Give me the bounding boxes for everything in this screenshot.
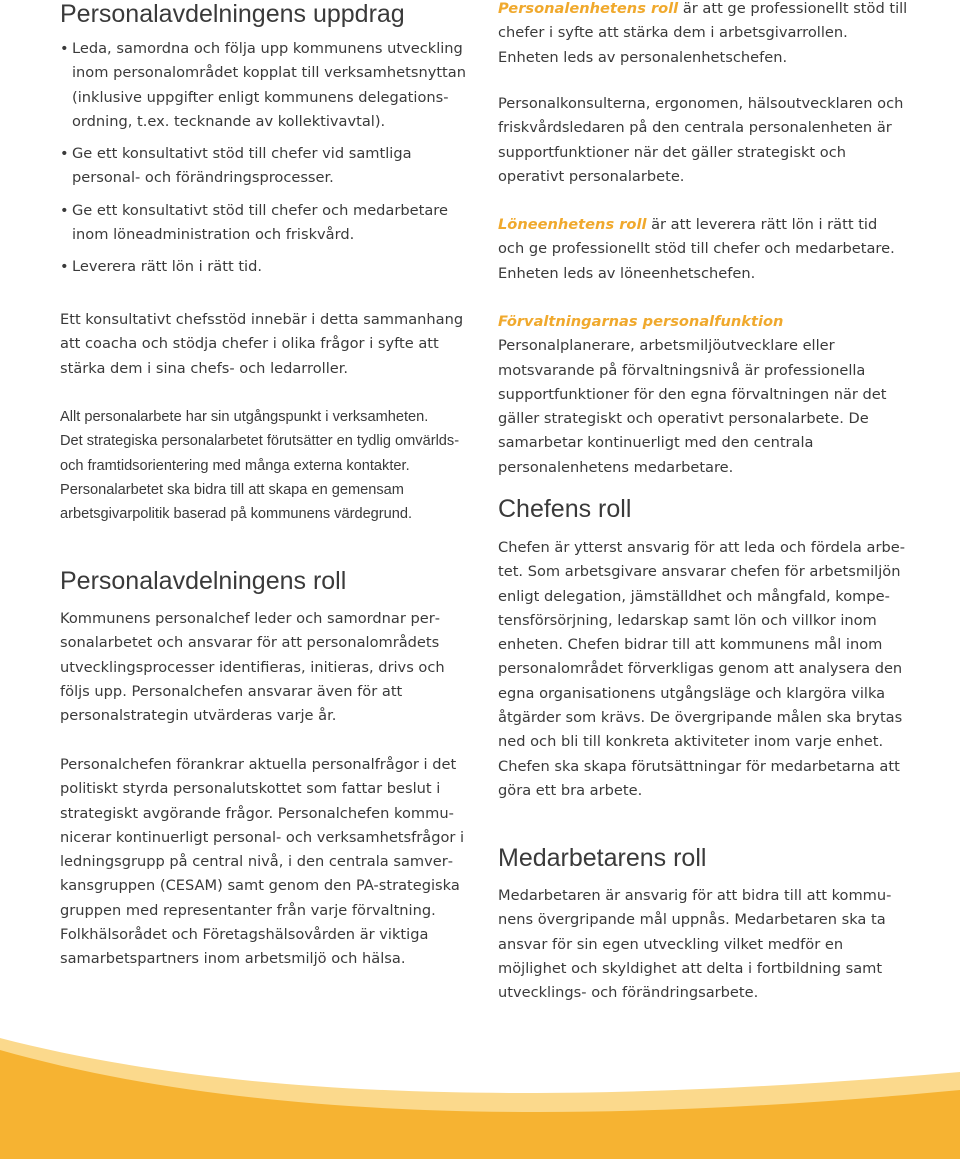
section-title-manager-role: Chefens roll: [498, 495, 632, 523]
section-title-employee-role: Medarbetarens roll: [498, 844, 707, 872]
personnel-unit-paragraph: Personalenhetens roll är att ge professionellt stöd till chefer i syfte att stärka dem i arbetsgivarrollen. Enheten leds av personalenhetschefen.: [498, 0, 908, 66]
employee-role-paragraph: Medarbetaren är ansvarig för att bidra till att kommunens övergripande mål uppnås. Medarbetaren ska ta ansvar för sin egen utveckling vilket medför en möjlighet och skyldighet att delta i fortbildning samt utvecklings- och förändringsarbete.: [498, 887, 892, 1002]
page-title: Personalavdelningens uppdrag: [60, 0, 405, 28]
list-item: • Leverera rätt lön i rätt tid.: [60, 255, 468, 279]
consultants-paragraph: Personalkonsulterna, ergonomen, hälsoutvecklaren och friskvårdsledaren på den centrala personalenheten är supportfunktioner när det gäller strategiskt och operativt personalarbete.: [498, 95, 904, 185]
bullet-icon: •: [60, 145, 69, 163]
bullet-icon: •: [60, 201, 69, 219]
department-role-paragraph-2: Personalchefen förankrar aktuella personalfrågor i det politiskt styrda personalutskottet som fattar beslut i strategiskt avgörande frågor. Personalchefen kommunicerar kontinuerligt personal- och verksamhetsfrågor i ledningsgrupp på central nivå, i den centrala samverkansgruppen (CESAM) samt genom den PA-strategiska gruppen med representanter från varje förvaltning. Folkhälsorådet och Företagshälsovården är viktiga samarbetspartners inom arbetsmiljö och hälsa.: [60, 756, 465, 968]
list-item: • Ge ett konsultativt stöd till chefer och medarbetare inom löneadministration och friskvård.: [60, 199, 468, 248]
list-item: • Ge ett konsultativt stöd till chefer vid samtliga personal- och förändringsprocesser.: [60, 142, 468, 191]
payroll-unit-paragraph: Löneenhetens roll är att leverera rätt lön i rätt tid och ge professionellt stöd till chefer och medarbetare. Enheten leds av löneenhetschefen.: [498, 216, 895, 282]
mission-list: [60, 37, 468, 288]
list-item: • Leda, samordna och följa upp kommunens utveckling inom personalområdet kopplat till verksamhetsnyttan (inklusive uppgifter enligt kommunens delegationsordning, t.ex. tecknande av kollektivavtal).: [60, 37, 468, 134]
department-role-paragraph-1: Kommunens personalchef leder och samordnar personalarbetet och ansvarar för att personalområdets utvecklingsprocesser identifieras, initieras, drivs och följs upp. Personalchefen ansvarar även för att personalstrategin utvärderas varje år.: [60, 610, 445, 725]
section-title-department-role: Personalavdelningens roll: [60, 567, 347, 595]
coaching-paragraph: Ett konsultativt chefsstöd innebär i detta sammanhang att coacha och stödja chefer i olika frågor i syfte att stärka dem i sina chefs- och ledarroller.: [60, 311, 464, 377]
decorative-wave: [0, 1010, 960, 1159]
strategy-paragraph: Allt personalarbete har sin utgångspunkt i verksamheten. Det strategiska personalarbetet förutsätter en tydlig omvärlds- och framtidsorientering med många externa kontakter. Personalarbetet ska bidra till att skapa en gemensam arbetsgivarpolitik baserad på kommunens värdegrund.: [60, 409, 460, 523]
manager-role-paragraph: Chefen är ytterst ansvarig för att leda och fördela arbetet. Som arbetsgivare ansvarar chefen för arbetsmiljön enligt delegation, jämställdhet och mångfald, kompetensförsörjning, ledarskap samt lön och villkor inom enheten. Chefen bidrar till att kommunens mål inom personalområdet förverkligas genom att analysera den egna organisationens utgångsläge och klargöra vilka åtgärder som krävs. De övergripande målen ska brytas ned och bli till konkreta aktiviteter inom varje enhet. Chefen ska skapa förutsättningar för medarbetarna att göra ett bra arbete.: [498, 539, 905, 799]
bullet-icon: •: [60, 258, 69, 276]
administration-hr-paragraph: Förvaltningarnas personalfunktion Personalplanerare, arbetsmiljöutvecklare eller motsvarande på förvaltningsnivå är professionella supportfunktioner för den egna förvaltningen när det gäller strategiskt och operativt personalarbete. De samarbetar kontinuerligt med den centrala personalenhetens medarbetare.: [498, 313, 887, 476]
bullet-icon: •: [60, 40, 69, 57]
